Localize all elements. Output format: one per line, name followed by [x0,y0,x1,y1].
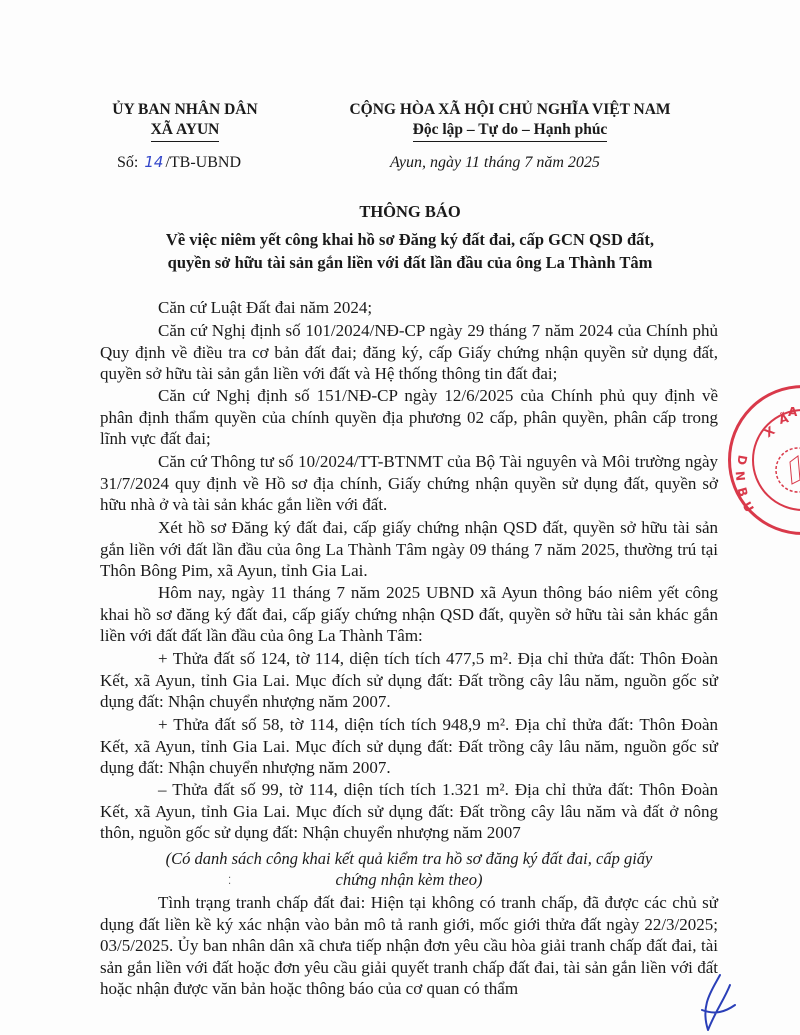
seal-letter: D [734,453,750,467]
national-header [330,100,690,142]
stray-mark: ⁚ [228,876,232,887]
land-plot-58: + Thửa đất số 58, tờ 114, diện tích tích 948,9 m². Địa chỉ thửa đất: Thôn Đoàn Kết, xã Ayun, tỉnh Gia Lai. Mục đích sử dụng đất: Đất trồng cây lâu năm, nguồn gốc sử dụng đất: Nhận chuyển nhượng năm 2007. [100,715,718,777]
legal-basis-circular-10: Căn cứ Thông tư số 10/2024/TT-BTNMT của Bộ Tài nguyên và Môi trường ngày 31/7/2024 quy định về Hồ sơ địa chính, Giấy chứng nhận quyền sử dụng đất, quyền sở hữu nhà ở và tài sản khác gắn liền với đất. [100,452,718,514]
seal-emblem [770,440,800,500]
document-title: THÔNG BÁO [359,202,461,221]
legal-basis-land-law: Căn cứ Luật Đất đai năm 2024; [158,298,373,317]
legal-basis-decree-151: Căn cứ Nghị định số 151/NĐ-CP ngày 12/6/2025 của Chính phủ quy định về phân định thẩm quyền của chính quyền địa phương 02 cấp, phân quyền, phân cấp trong lĩnh vực đất đai; [100,386,718,448]
national-title: CỘNG HÒA XÃ HỘI CHỦ NGHĨA VIỆT NAM [349,101,671,118]
document-number: Số: 14 /TB-UBND [117,153,241,171]
issuer-commune: XÃ AYUN [100,120,270,142]
document-date: Ayun, ngày 11 tháng 7 năm 2025 [390,154,600,171]
land-plot-124: + Thửa đất số 124, tờ 114, diện tích tích 477,5 m². Địa chỉ thửa đất: Thôn Đoàn Kết, xã Ayun, tỉnh Gia Lai. Mục đích sử dụng đất: Đất trồng cây lâu năm, nguồn gốc sử dụng đất: Nhận chuyển nhượng năm 2007. [100,649,718,711]
handwritten-number: 14 [144,153,164,171]
subject-line-2: quyền sở hữu tài sản gắn liền với đất lần đầu của ông La Thành Tâm [167,253,653,272]
seal-letter: U [739,499,757,515]
attachment-note-line-1: (Có danh sách công khai kết quả kiểm tra hồ sơ đăng ký đất đai, cấp giấy [165,849,653,868]
attachment-note-line-2: chứng nhận kèm theo) [335,870,483,889]
seal-letter: B [734,485,751,499]
signature-mark [690,970,740,1035]
dispute-status: Tình trạng tranh chấp đất đai: Hiện tại không có tranh chấp, đã được các chủ sử dụng đất liền kề ký xác nhận vào bản mô tả ranh giới, mốc giới thửa đất ngày 22/3/2025; 03/5/2025. Ủy ban nhân dân xã chưa tiếp nhận đơn yêu cầu hòa giải tranh chấp đất đai, tài sản gắn liền với đất hoặc đơn yêu cầu giải quyết tranh chấp đất đai, tài sản gắn liền với đất hoặc nhận được văn bản hoặc thông báo của cơ quan có thẩm [100,893,718,998]
seal-letter: A [788,405,798,419]
document-subject [90,228,730,274]
seal-letter: Ã [777,411,790,427]
subject-line-1: Về việc niêm yết công khai hồ sơ Đăng ký đất đai, cấp GCN QSD đất, [165,230,655,249]
legal-basis-decree-101: Căn cứ Nghị định số 101/2024/NĐ-CP ngày 29 tháng 7 năm 2024 của Chính phủ Quy định về điều tra cơ bản đất đai; đăng ký, cấp Giấy chứng nhận quyền sử dụng đất, quyền sở hữu tài sản gắn liền với đất và Hệ thống thông tin đất đai; [100,321,718,383]
seal-letter: X [761,423,778,441]
national-motto: Độc lập – Tự do – Hạnh phúc [330,120,690,142]
seal-letter: N [732,470,748,482]
application-review: Xét hồ sơ Đăng ký đất đai, cấp giấy chứng nhận QSD đất, quyền sở hữu tài sản gắn liền với đất lần đầu của ông La Thành Tâm ngày 09 tháng 7 năm 2025, thường trú tại Thôn Bông Pim, xã Ayun, tỉnh Gia Lai. [100,518,718,580]
issuer-block [100,100,270,142]
issuer-name: ỦY BAN NHÂN DÂN [112,101,258,118]
announcement-paragraph: Hôm nay, ngày 11 tháng 7 năm 2025 UBND xã Ayun thông báo niêm yết công khai hồ sơ đăng ký đất đai, cấp giấy chứng nhận QSD đất, quyền sở hữu tài sản khác gắn liền với đất đất lần đầu của ông La Thành Tâm: [100,583,718,645]
land-plot-99: – Thửa đất số 99, tờ 114, diện tích tích 1.321 m². Địa chỉ thửa đất: Thôn Đoàn Kết, xã Ayun, tỉnh Gia Lai. Mục đích sử dụng đất: Đất trồng cây lâu năm và đất ở nông thôn, nguồn gốc sử dụng đất: Nhận chuyển nhượng năm 2007 [100,780,718,842]
